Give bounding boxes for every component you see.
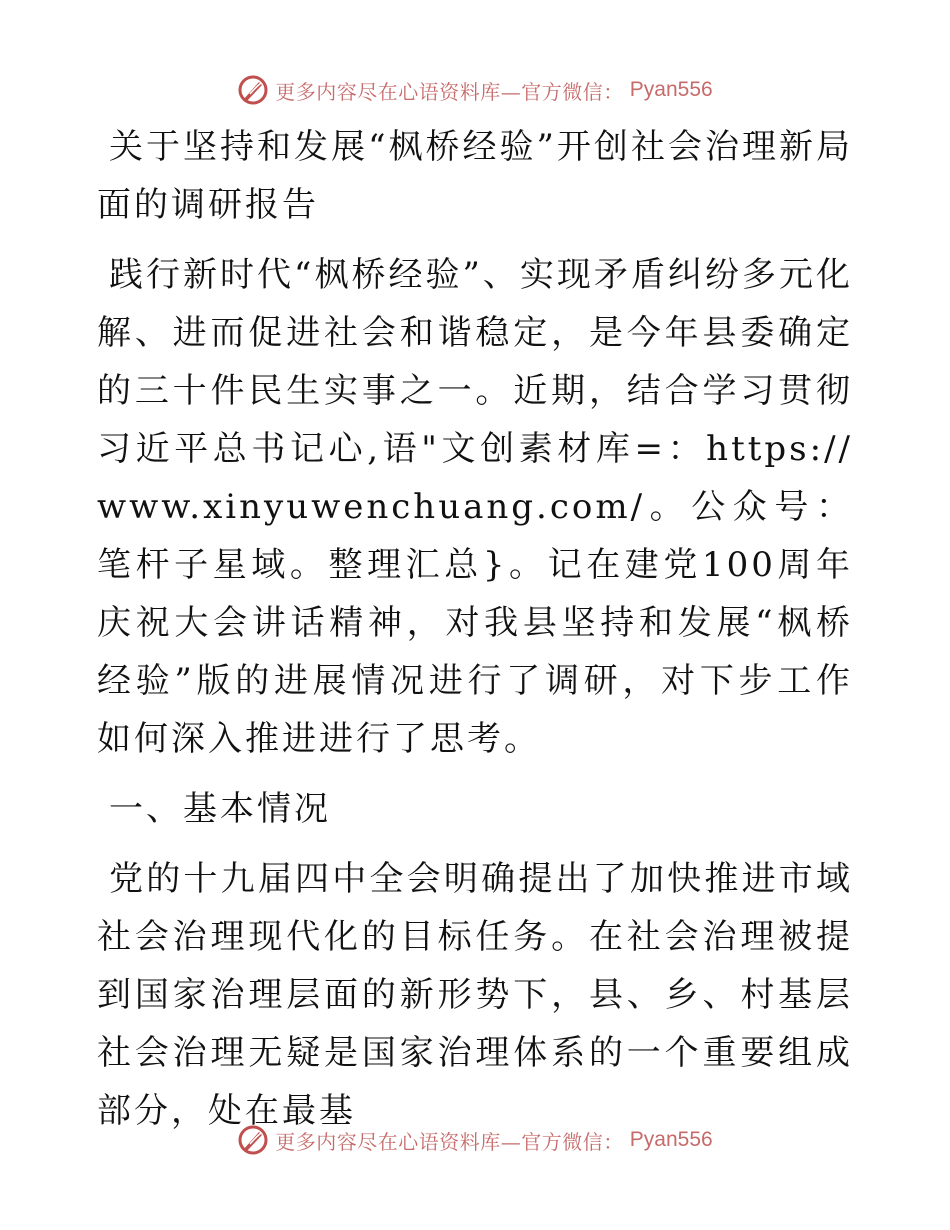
paragraph-basic-situation: 党的十九届四中全会明确提出了加快推进市域社会治理现代化的目标任务。在社会治理被提到国家治理层面的新形势下，县、乡、村基层社会治理无疑是国家治理体系的一个重要组成部分，处在最基 (97, 859, 853, 1131)
header-banner-wechat: Pyan556 (629, 78, 713, 101)
quill-logo-icon (237, 74, 269, 106)
footer-banner-wechat: Pyan556 (629, 1128, 713, 1151)
paragraph-intro: 践行新时代“枫桥经验”、实现矛盾纠纷多元化解、进而促进社会和谐稳定，是今年县委确定的三十件民生实事之一。近期，结合学习贯彻习近平总书记心,语"文创素材库=：https://www.xinyuwenchuang.com/。公众号：笔杆子星域。整理汇总}。记在建党100周年庆祝大会讲话精神，对我县坚持和发展“枫桥经验”版的进展情况进行了调研，对下步工作如何深入推进进行了思考。 (97, 255, 853, 759)
footer-watermark-banner (0, 1120, 950, 1160)
header-watermark-banner (0, 70, 950, 110)
document-body (97, 118, 853, 1140)
quill-logo-icon (237, 1124, 269, 1156)
section-heading-basic-situation: 一、基本情况 (109, 789, 331, 829)
footer-banner-text: 更多内容尽在心语资料库—官方微信： (275, 1129, 624, 1154)
document-title: 关于坚持和发展“枫桥经验”开创社会治理新局面的调研报告 (97, 127, 853, 225)
header-banner-text: 更多内容尽在心语资料库—官方微信： (275, 79, 624, 104)
